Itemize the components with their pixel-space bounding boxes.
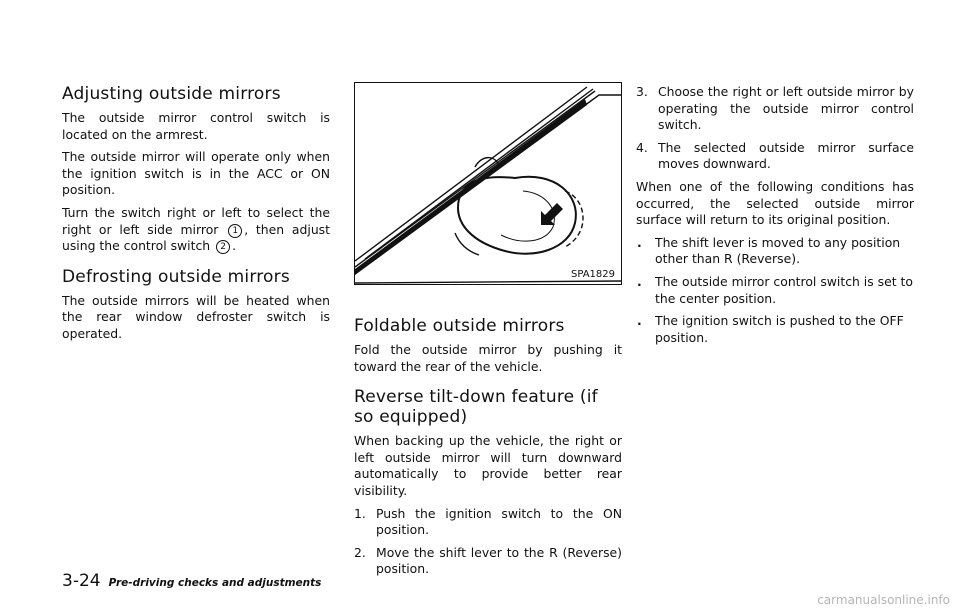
column-right bbox=[636, 84, 914, 352]
paragraph: When one of the following conditions has occurred, the selected outside mirror surface will return to its original position. bbox=[636, 178, 914, 228]
paragraph: The outside mirror control switch is located on the armrest. bbox=[62, 110, 330, 142]
figure-label: SPA1829 bbox=[570, 269, 615, 280]
column-left bbox=[62, 84, 330, 349]
bullet-item: . The ignition switch is pushed to the OFF position. bbox=[637, 313, 904, 345]
mirror-drawing bbox=[355, 83, 621, 284]
paragraph: Fold the outside mirror by pushing it toward the rear of the vehicle. bbox=[354, 342, 622, 374]
paragraph: The outside mirror will operate only when the ignition switch is in the ACC or ON position. bbox=[62, 149, 330, 198]
paragraph-select-mirror: Turn the switch right or left to select the right or left side mirror 1 , then adjust using the control switch 2 . bbox=[62, 204, 330, 254]
step-item: 1. Push the ignition switch to the ON position. bbox=[354, 505, 622, 538]
callout-1: 1 bbox=[228, 224, 242, 238]
paragraph: The outside mirrors will be heated when the rear window defroster switch is operated. bbox=[62, 292, 330, 341]
heading-reverse-tilt-down: Reverse tilt-down feature (if so equipped) bbox=[354, 387, 598, 428]
paragraph: When backing up the vehicle, the right or left outside mirror will turn downward automatically to provide better rear visibility. bbox=[354, 433, 622, 498]
heading-foldable-mirrors: Foldable outside mirrors bbox=[354, 316, 565, 336]
step-item: 2. Move the shift lever to the R (Reverse) position. bbox=[354, 544, 622, 577]
callout-2: 2 bbox=[216, 240, 230, 254]
step-item: 4. The selected outside mirror surface moves downward. bbox=[636, 139, 914, 172]
heading-adjusting-mirrors: Adjusting outside mirrors bbox=[62, 84, 281, 104]
watermark: carmanualsonline.info bbox=[817, 593, 950, 607]
mirror-illustration bbox=[354, 82, 622, 285]
bullet-item: . The shift lever is moved to any position other than R (Reverse). bbox=[637, 234, 901, 267]
page-number: 3-24 bbox=[62, 571, 101, 591]
heading-defrosting-mirrors: Defrosting outside mirrors bbox=[62, 266, 290, 287]
bullet-item: . The outside mirror control switch is set to the center position. bbox=[637, 273, 913, 306]
page-footer bbox=[62, 571, 321, 591]
section-title: Pre-driving checks and adjustments bbox=[108, 577, 322, 589]
column-middle bbox=[354, 316, 622, 584]
step-item: 3. Choose the right or left outside mirror by operating the outside mirror control switch. bbox=[636, 84, 914, 133]
